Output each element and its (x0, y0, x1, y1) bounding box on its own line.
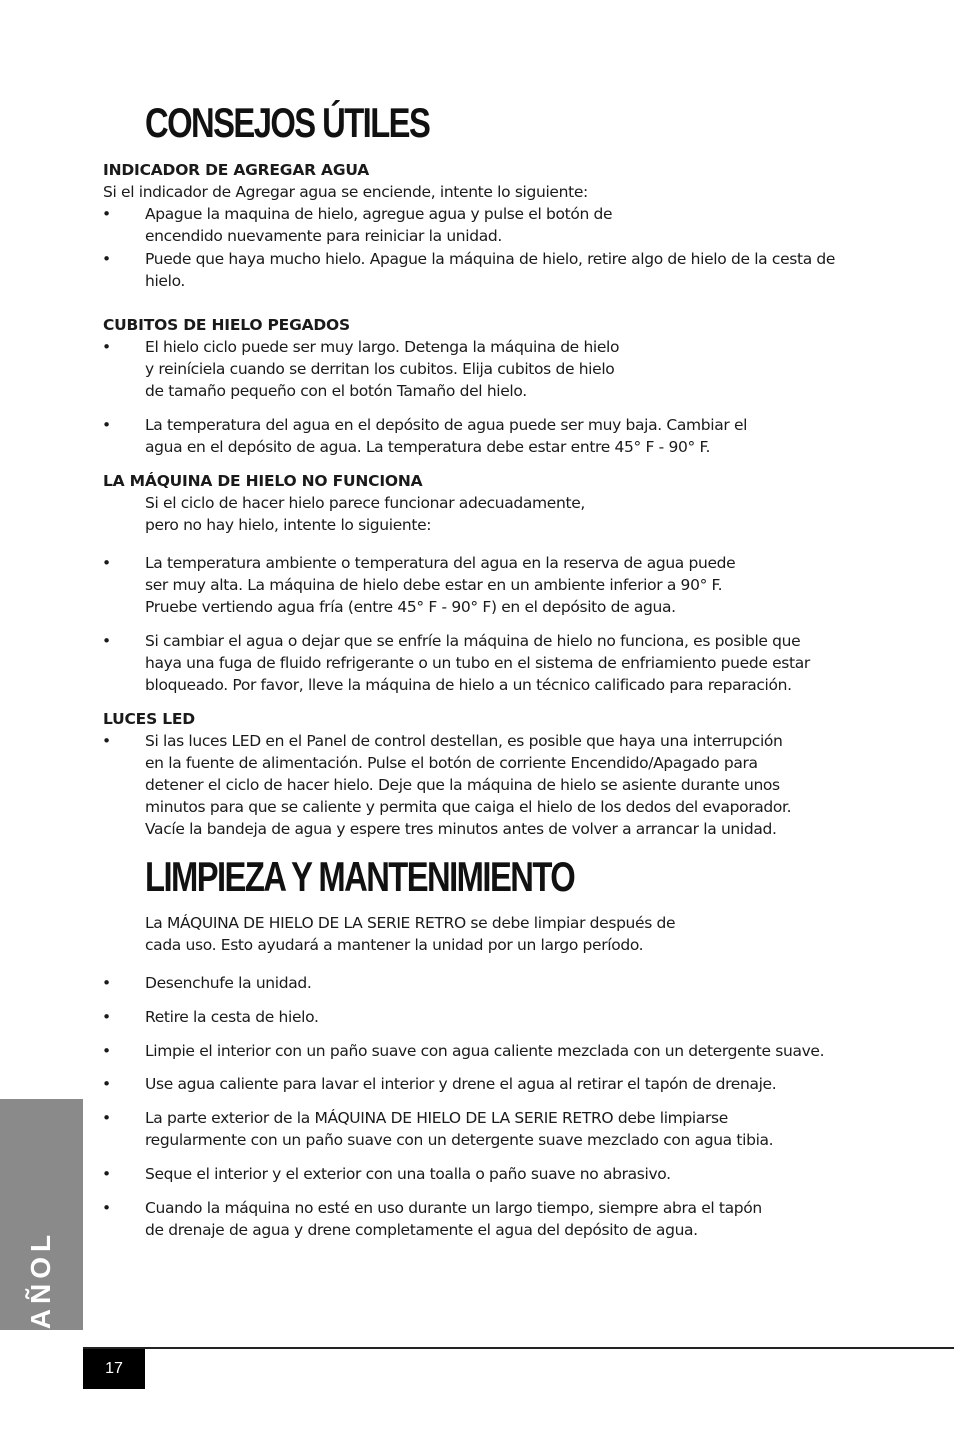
bullet-line: y reiníciela cuando se derritan los cubitos. Elija cubitos de hielo (145, 360, 615, 378)
bullet-line: encendido nuevamente para reiniciar la unidad. (145, 227, 502, 245)
subheading-luces-led: LUCES LED (103, 710, 195, 728)
subheading-agregar-agua: INDICADOR DE AGREGAR AGUA (103, 161, 370, 179)
bullet-marker: • (102, 1042, 112, 1060)
footer-rule (83, 1347, 954, 1349)
subheading-no-funciona: LA MÁQUINA DE HIELO NO FUNCIONA (103, 472, 423, 490)
bullet-line: minutos para que se caliente y permita que caiga el hielo de los dedos del evaporador. (145, 798, 792, 816)
bullet-line: hielo. (145, 272, 186, 290)
bullet-marker: • (102, 250, 112, 268)
bullet-marker: • (102, 1165, 112, 1183)
bullet-line: Vacíe la bandeja de agua y espere tres minutos antes de volver a arrancar la unidad. (145, 820, 777, 838)
bullet-line: La parte exterior de la MÁQUINA DE HIELO DE LA SERIE RETRO debe limpiarse (145, 1109, 728, 1127)
section-title-limpieza: LIMPIEZA Y MANTENIMIENTO (145, 853, 575, 900)
bullet-line: La temperatura ambiente o temperatura del agua en la reserva de agua puede (145, 554, 736, 572)
page-number: 17 (83, 1349, 145, 1389)
bullet-line: de tamaño pequeño con el botón Tamaño del hielo. (145, 382, 527, 400)
intro-text: La MÁQUINA DE HIELO DE LA SERIE RETRO se debe limpiar después de (145, 914, 676, 932)
intro-text: pero no hay hielo, intente lo siguiente: (145, 516, 432, 534)
bullet-line: agua en el depósito de agua. La temperatura debe estar entre 45° F - 90° F. (145, 438, 711, 456)
bullet-line: Pruebe vertiendo agua fría (entre 45° F - 90° F) en el depósito de agua. (145, 598, 676, 616)
intro-text: cada uso. Esto ayudará a mantener la unidad por un largo período. (145, 936, 644, 954)
intro-text: Si el indicador de Agregar agua se enciende, intente lo siguiente: (103, 183, 588, 201)
bullet-line: Retire la cesta de hielo. (145, 1008, 319, 1026)
bullet-line: detener el ciclo de hacer hielo. Deje que la máquina de hielo se asiente durante unos (145, 776, 780, 794)
bullet-line: Si las luces LED en el Panel de control destellan, es posible que haya una interrupción (145, 732, 783, 750)
bullet-marker: • (102, 1199, 112, 1217)
bullet-marker: • (102, 974, 112, 992)
bullet-marker: • (102, 416, 112, 434)
bullet-marker: • (102, 632, 112, 650)
bullet-line: de drenaje de agua y drene completamente el agua del depósito de agua. (145, 1221, 698, 1239)
bullet-line: El hielo ciclo puede ser muy largo. Detenga la máquina de hielo (145, 338, 620, 356)
bullet-line: Apague la maquina de hielo, agregue agua y pulse el botón de (145, 205, 613, 223)
bullet-line: Desenchufe la unidad. (145, 974, 312, 992)
bullet-line: ser muy alta. La máquina de hielo debe estar en un ambiente inferior a 90° F. (145, 576, 723, 594)
bullet-line: haya una fuga de fluido refrigerante o un tubo en el sistema de enfriamiento puede estar (145, 654, 810, 672)
bullet-marker: • (102, 732, 112, 750)
bullet-line: regularmente con un paño suave con un detergente suave mezclado con agua tibia. (145, 1131, 774, 1149)
bullet-marker: • (102, 554, 112, 572)
bullet-marker: • (102, 205, 112, 223)
bullet-line: Si cambiar el agua o dejar que se enfríe la máquina de hielo no funciona, es posible que (145, 632, 801, 650)
subheading-cubitos-pegados: CUBITOS DE HIELO PEGADOS (103, 316, 350, 334)
language-tab (0, 1099, 83, 1399)
bullet-line: en la fuente de alimentación. Pulse el botón de corriente Encendido/Apagado para (145, 754, 758, 772)
bullet-line: Seque el interior y el exterior con una toalla o paño suave no abrasivo. (145, 1165, 671, 1183)
bullet-line: Puede que haya mucho hielo. Apague la máquina de hielo, retire algo de hielo de la cesta de (145, 250, 836, 268)
bullet-line: Use agua caliente para lavar el interior y drene el agua al retirar el tapón de drenaje. (145, 1075, 777, 1093)
bullet-marker: • (102, 1109, 112, 1127)
bullet-marker: • (102, 1075, 112, 1093)
bullet-line: Limpie el interior con un paño suave con agua caliente mezclada con un detergente suave. (145, 1042, 825, 1060)
bullet-marker: • (102, 338, 112, 356)
bullet-line: La temperatura del agua en el depósito de agua puede ser muy baja. Cambiar el (145, 416, 748, 434)
language-label: ESPAÑOL (25, 1229, 56, 1399)
bullet-line: bloqueado. Por favor, lleve la máquina de hielo a un técnico calificado para reparación. (145, 676, 792, 694)
section-title-consejos: CONSEJOS ÚTILES (145, 99, 430, 146)
bullet-line: Cuando la máquina no esté en uso durante un largo tiempo, siempre abra el tapón (145, 1199, 762, 1217)
bullet-marker: • (102, 1008, 112, 1026)
intro-text: Si el ciclo de hacer hielo parece funcionar adecuadamente, (145, 494, 585, 512)
